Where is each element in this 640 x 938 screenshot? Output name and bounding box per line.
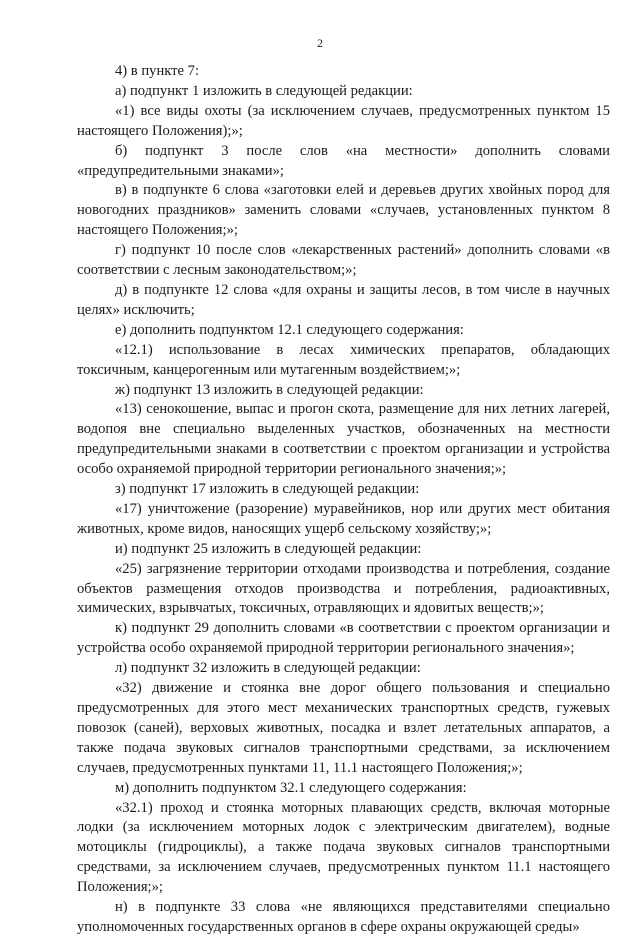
paragraph: «32) движение и стоянка вне дорог общего пользования и специально предусмотренных для этого мест механических транспортных средств, гужевых повозок (саней), верховых животных, посадка и взлет летательных аппаратов, а также подача звуковых сигналов транспортными средствами, за исключением случаев, предусмотренных пунктами 11, 11.1 настоящего Положения;»; bbox=[77, 680, 610, 776]
paragraph: 4) в пункте 7: bbox=[115, 63, 200, 79]
document-body bbox=[77, 62, 610, 938]
paragraph: а) подпункт 1 изложить в следующей редакции: bbox=[115, 82, 413, 99]
paragraph: н) в подпункте 33 слова «не являющихся представителями специально уполномоченных государственных органов в сфере охраны окружающей среды» bbox=[77, 899, 610, 935]
paragraph: «13) сенокошение, выпас и прогон скота, размещение для них летних лагерей, водопоя вне специально выделенных участков, обозначенных на местности предупредительными знаками в соответствии с проектом организации и устройства особо охраняемой природной территории регионального значения;»; bbox=[77, 401, 610, 478]
paragraph: г) подпункт 10 после слов «лекарственных растений» дополнить словами «в соответствии с лесным законодательством;»; bbox=[77, 242, 610, 279]
paragraph: «12.1) использование в лесах химических препаратов, обладающих токсичным, канцерогенным или мутагенным воздействием;»; bbox=[77, 341, 610, 378]
paragraph: е) дополнить подпунктом 12.1 следующего содержания: bbox=[115, 321, 464, 338]
paragraph: м) дополнить подпунктом 32.1 следующего содержания: bbox=[115, 779, 467, 796]
page-number: 2 bbox=[317, 36, 323, 50]
paragraph: б) подпункт 3 после слов «на местности» дополнить словами «предупредительными знаками»; bbox=[77, 142, 610, 179]
paragraph: «32.1) проход и стоянка моторных плавающих средств, включая моторные лодки (за исключением моторных лодок с электрическим двигателем), водные мотоциклы (гидроциклы), а также подача звуковых сигналов транспортными средствами, за исключением случаев, предусмотренных пунктом 11.1 настоящего Положения;»; bbox=[77, 799, 610, 896]
paragraph: ж) подпункт 13 изложить в следующей редакции: bbox=[115, 381, 424, 398]
paragraph: л) подпункт 32 изложить в следующей редакции: bbox=[115, 660, 421, 677]
paragraph: «17) уничтожение (разорение) муравейников, нор или других мест обитания животных, кроме видов, наносящих ущерб сельскому хозяйству;»; bbox=[77, 500, 610, 537]
paragraph: «1) все виды охоты (за исключением случаев, предусмотренных пунктом 15 настоящего Положения);»; bbox=[77, 102, 610, 139]
paragraph: «25) загрязнение территории отходами производства и потребления, создание объектов размещения отходов производства и потребления, радиоактивных, химических, взрывчатых, токсичных, отравляющих и ядовитых веществ;»; bbox=[77, 560, 610, 617]
paragraph: к) подпункт 29 дополнить словами «в соответствии с проектом организации и устройства особо охраняемой природной территории регионального значения»; bbox=[77, 620, 610, 657]
paragraph: в) в подпункте 6 слова «заготовки елей и деревьев других хвойных пород для новогодних праздников» заменить словами «случаев, установленных пунктом 8 настоящего Положения;»; bbox=[77, 182, 610, 239]
paragraph: з) подпункт 17 изложить в следующей редакции: bbox=[115, 481, 420, 498]
paragraph: д) в подпункте 12 слова «для охраны и защиты лесов, в том числе в научных целях» исключить; bbox=[77, 281, 610, 318]
paragraph: и) подпункт 25 изложить в следующей редакции: bbox=[115, 540, 422, 557]
